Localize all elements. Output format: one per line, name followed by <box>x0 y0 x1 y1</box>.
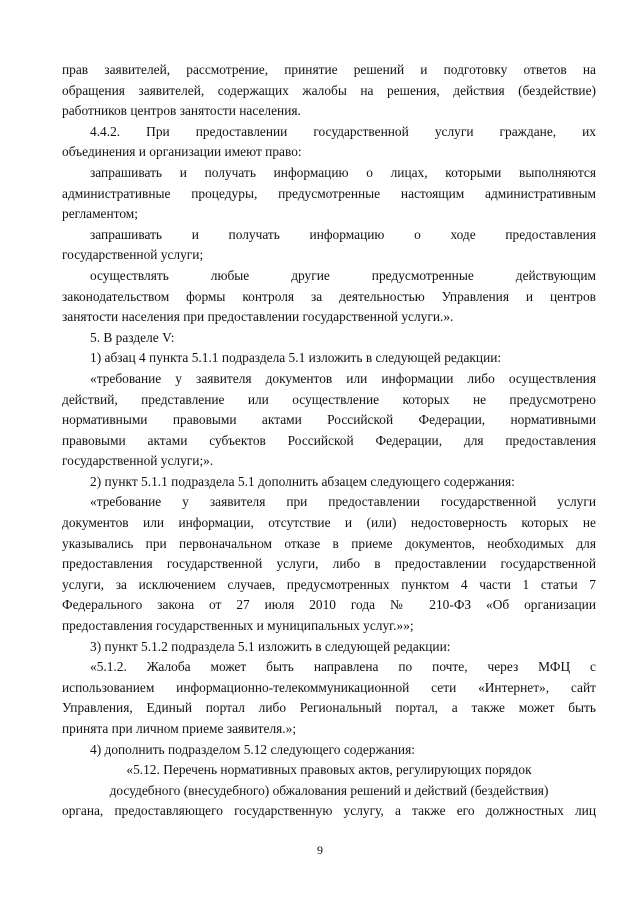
text-line: законодательством формы контроля за деятельностью Управления и центров <box>62 288 596 304</box>
text-line: документов или информации, отсутствие и (или) недостоверность которых не <box>62 515 596 531</box>
text-line: действий, представление или осуществление которых не предусмотрено <box>62 391 596 407</box>
text-line: государственной услуги; <box>62 247 204 263</box>
text-line: запрашивать и получать информацию о лицах, которыми выполняются <box>90 164 596 180</box>
text-line: 2) пункт 5.1.1 подраздела 5.1 дополнить абзацем следующего содержания: <box>90 473 515 489</box>
document-body <box>62 60 596 822</box>
text-line: правовыми актами субъектов Российской Федерации, для предоставления <box>62 432 596 448</box>
text-line: услуги, за исключением случаев, предусмотренных пунктом 4 части 1 статьи 7 <box>62 576 596 592</box>
page-number: 9 <box>317 843 323 857</box>
text-line: государственной услуги;». <box>62 453 214 469</box>
text-line: 5. В разделе V: <box>90 329 175 345</box>
text-line: предоставления государственной услуги, либо в предоставлении государственной <box>62 556 596 572</box>
text-line: 4) дополнить подразделом 5.12 следующего содержания: <box>90 741 415 757</box>
text-line: «5.1.2. Жалоба может быть направлена по почте, через МФЦ с <box>90 659 596 675</box>
text-line: «требование у заявителя при предоставлении государственной услуги <box>90 494 596 510</box>
text-line: «5.12. Перечень нормативных правовых актов, регулирующих порядок <box>126 762 532 778</box>
text-line: предоставления государственных и муниципальных услуг.»»; <box>62 618 414 634</box>
text-line: 1) абзац 4 пункта 5.1.1 подраздела 5.1 изложить в следующей редакции: <box>90 350 502 366</box>
text-line: запрашивать и получать информацию о ходе предоставления <box>90 226 596 242</box>
text-line: «требование у заявителя документов или информации либо осуществления <box>90 370 596 386</box>
text-line: 3) пункт 5.1.2 подраздела 5.1 изложить в следующей редакции: <box>90 638 451 654</box>
text-line: осуществлять любые другие предусмотренные действующим <box>90 267 596 283</box>
text-line: 4.4.2. При предоставлении государственной услуги граждане, их <box>90 123 596 139</box>
text-line: занятости населения при предоставлении государственной услуги.». <box>62 309 454 325</box>
text-line: принята при личном приеме заявителя.»; <box>62 721 297 736</box>
text-line: административные процедуры, предусмотренные настоящим административным <box>62 185 596 201</box>
text-line: объединения и организации имеют право: <box>62 144 302 160</box>
text-line: использованием информационно-телекоммуникационной сети «Интернет», сайт <box>62 679 596 695</box>
text-line: Федерального закона от 27 июля 2010 года № 210-ФЗ «Об организации <box>62 597 596 613</box>
text-line: работников центров занятости населения. <box>62 103 301 119</box>
text-line: прав заявителей, рассмотрение, принятие решений и подготовку ответов на <box>62 62 596 77</box>
text-line: указывались при первоначальном отказе в приеме документов, необходимых для <box>62 535 596 551</box>
text-line: Управления, Единый портал либо Региональный портал, а также может быть <box>62 700 596 716</box>
text-line: досудебного (внесудебного) обжалования решений и действий (бездействия) <box>109 782 549 798</box>
text-line: регламентом; <box>62 206 138 222</box>
text-line: органа, предоставляющего государственную услугу, а также его должностных лиц <box>62 803 596 819</box>
text-line: обращения заявителей, содержащих жалобы на решения, действия (бездействие) <box>62 82 596 98</box>
text-line: нормативными правовыми актами Российской Федерации, нормативными <box>62 412 596 428</box>
